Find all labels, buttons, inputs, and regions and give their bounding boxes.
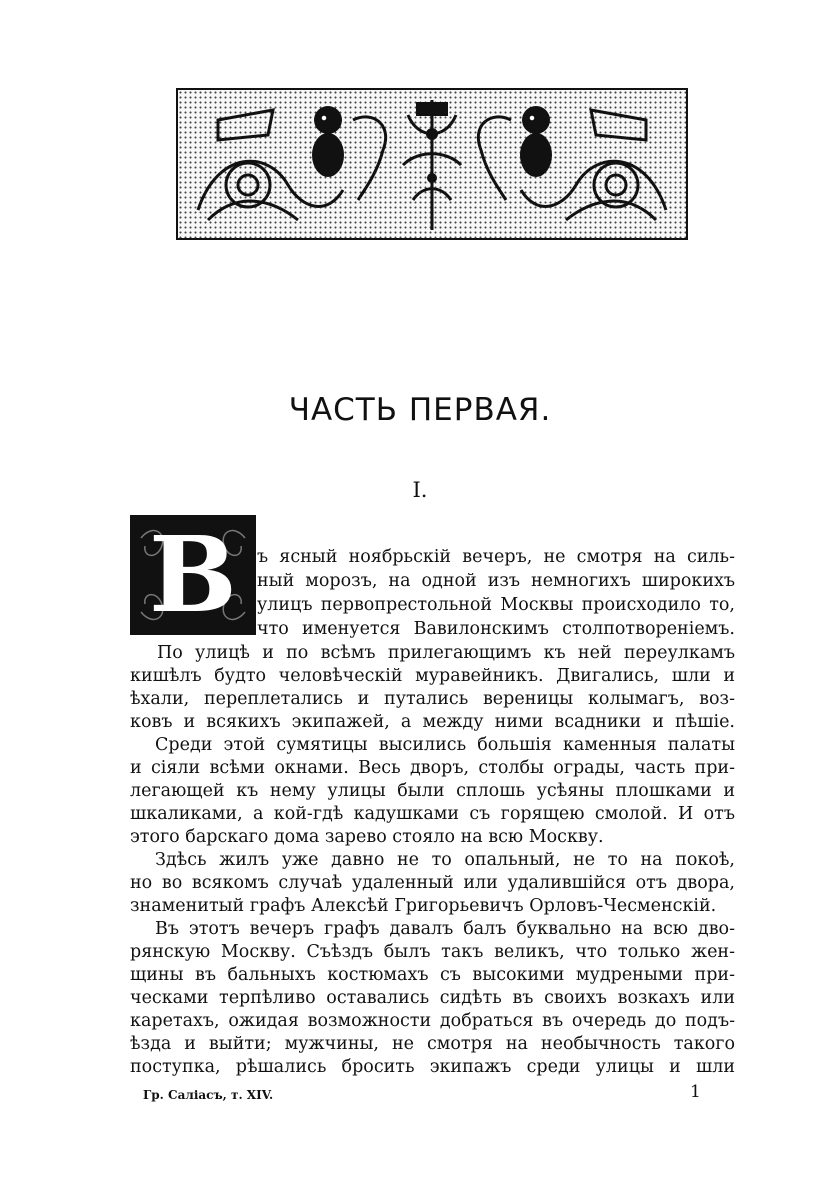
text-line: знаменитый графъ Алексѣй Григорьевичъ Орловъ-Чесменскій. [130, 896, 717, 916]
text-line: и сіяли всѣми окнами. Весь дворъ, столбы ограды, часть при- [130, 758, 735, 778]
text-line: ѣзда и выйти; мужчины, не смотря на необычность такого [130, 1034, 735, 1054]
text-line: что именуется Вавилонскимъ столпотвореніемъ. [257, 619, 735, 639]
text-line: По улицѣ и по всѣмъ прилегающимъ къ ней переулкамъ [157, 643, 735, 663]
text-line: рянскую Москву. Съѣздъ былъ такъ великъ, что только жен- [130, 942, 735, 962]
text-line: ѣхали, переплетались и путались вереницы колымагъ, воз- [130, 689, 735, 709]
text-line: ческами терпѣливо оставались сидѣть въ своихъ возкахъ или [130, 988, 735, 1008]
text-line: Въ этотъ вечеръ графъ давалъ балъ буквально на всю дво- [155, 919, 735, 939]
ornament-illustration [178, 90, 686, 238]
text-line: легающей къ нему улицы были сплошь усѣяны плошками и [130, 781, 735, 801]
footer-signature: Гр. Саліасъ, т. XIV. [143, 1088, 274, 1102]
text-line: этого барскаго дома зарево стояло на всю Москву. [130, 827, 604, 847]
text-line: шкаликами, а кой-гдѣ кадушками съ горящею смолой. И отъ [130, 804, 735, 824]
text-line: ный морозъ, на одной изъ немногихъ широкихъ [257, 571, 735, 591]
section-number: I. [412, 478, 428, 502]
text-line: Здѣсь жилъ уже давно не то опальный, не то на покоѣ, [155, 850, 735, 870]
text-line: щины въ бальныхъ костюмахъ съ высокими мудреными при- [130, 965, 735, 985]
text-line: но во всякомъ случаѣ удаленный или удалившійся отъ двора, [130, 873, 735, 893]
drop-cap [130, 515, 256, 635]
ornamental-headpiece [176, 88, 688, 240]
text-line: поступка, рѣшались бросить экипажъ среди улицы и шли [130, 1057, 735, 1077]
text-line: ковъ и всякихъ экипажей, а между ними всадники и пѣшіе. [130, 712, 735, 732]
text-line: ъ ясный ноябрьскій вечеръ, не смотря на силь- [257, 547, 735, 567]
text-line: кишѣлъ будто человѣческій муравейникъ. Двигались, шли и [130, 666, 735, 686]
text-line: каретахъ, ожидая возможности добраться въ очередь до подъ- [130, 1011, 735, 1031]
chapter-title: ЧАСТЬ ПЕРВАЯ. [288, 392, 552, 428]
page-number: 1 [690, 1082, 701, 1102]
drop-cap-letter: В [149, 513, 237, 636]
text-line: улицъ первопрестольной Москвы происходило то, [257, 595, 735, 615]
text-line: Среди этой сумятицы высились большія каменныя палаты [155, 735, 735, 755]
